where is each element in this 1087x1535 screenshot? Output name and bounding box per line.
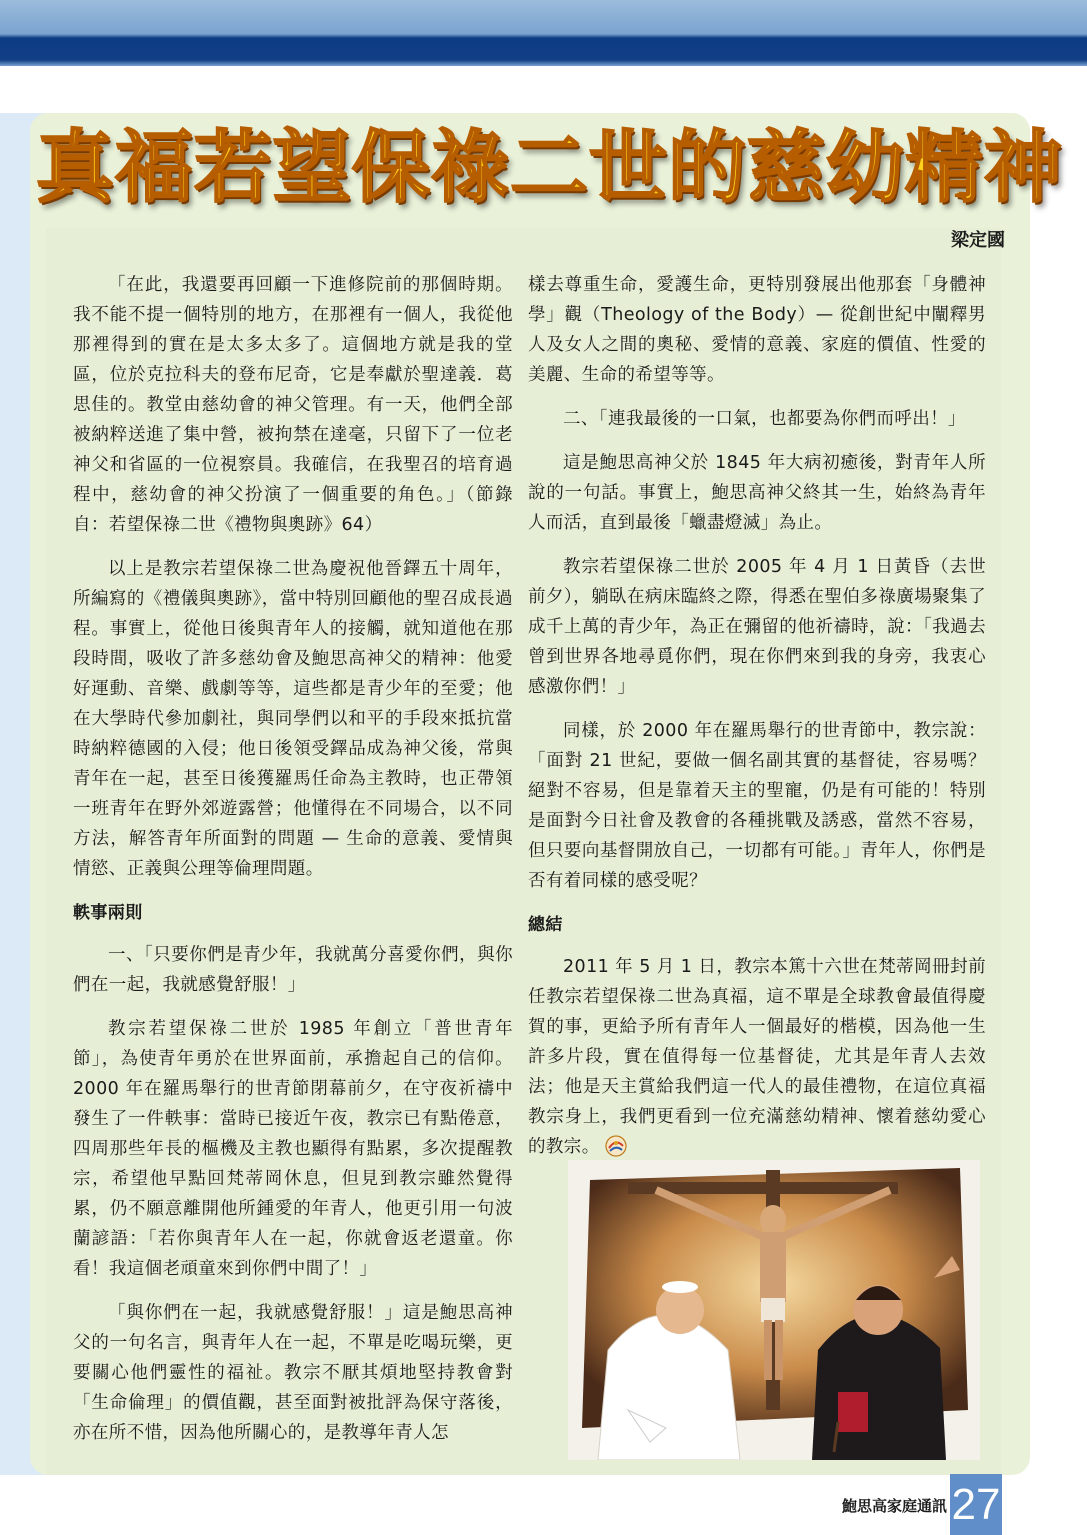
article-title: 真福若望保祿二世的慈幼精神 xyxy=(36,122,1064,213)
paragraph: 教宗若望保祿二世於 2005 年 4 月 1 日黃昏（去世前夕），躺臥在病床臨終之際，得悉在聖伯多祿廣場聚集了成千上萬的青少年，為正在彌留的他祈禱時，說：「我過去曾到世界各地尋覓你們，現在你們來到我的身旁，我衷心感激你們！」 xyxy=(528,557,986,697)
paragraph: 樣去尊重生命，愛護生命，更特別發展出他那套「身體神學」觀（Theology of the Body）— 從創世紀中闡釋男人及女人之間的奧秘、愛情的意義、家庭的價值、性愛的美麗、生命的希望等等。 xyxy=(528,275,986,385)
paragraph: 「與你們在一起，我就感覺舒服！」這是鮑思高神父的一句名言，與青年人在一起，不單是吃喝玩樂，更要關心他們靈性的福祉。教宗不厭其煩地堅持教會對「生命倫理」的價值觀，甚至面對被批評為保守落後，亦在所不惜，因為他所關心的，是教導年青人怎 xyxy=(73,1303,513,1443)
left-column xyxy=(73,270,513,1462)
salesian-logo-icon xyxy=(604,1134,628,1158)
publication-name: 鮑思高家庭通訊 xyxy=(841,1497,947,1515)
right-column xyxy=(528,270,986,1176)
pope-and-don-bosco-photo xyxy=(568,1160,980,1460)
article-author: 梁定國 xyxy=(951,230,1005,251)
paragraph: 「在此，我還要再回顧一下進修院前的那個時期。我不能不提一個特別的地方，在那裡有一個人，我從他那裡得到的實在是太多太多了。這個地方就是我的堂區，位於克拉科夫的登布尼奇，它是奉獻於聖達義．葛思佳的。教堂由慈幼會的神父管理。有一天，他們全部被納粹送進了集中營，被拘禁在達毫，只留下了一位老神父和省區的一位視察員。我確信，在我聖召的培育過程中，慈幼會的神父扮演了一個重要的角色。」（節錄自：若望保祿二世《禮物與奧跡》64） xyxy=(73,275,513,535)
paragraph: 一、「只要你們是青少年，我就萬分喜愛你們，與你們在一起，我就感覺舒服！」 xyxy=(73,945,513,995)
paragraph: 二、「連我最後的一口氣，也都要為你們而呼出！」 xyxy=(563,409,966,429)
section-heading: 總結 xyxy=(528,915,563,935)
paragraph: 以上是教宗若望保祿二世為慶祝他晉鐸五十周年，所編寫的《禮儀與奧跡》，當中特別回顧他的聖召成長過程。事實上，從他日後與青年人的接觸，就知道他在那段時間，吸收了許多慈幼會及鮑思高神父的精神：他愛好運動、音樂、戲劇等等，這些都是青少年的至愛；他在大學時代參加劇社，與同學們以和平的手段來抵抗當時納粹德國的入侵；他日後領受鐸品成為神父後，常與青年在一起，甚至日後獲羅馬任命為主教時，也正帶領一班青年在野外郊遊露營；他懂得在不同場合，以不同方法，解答青年所面對的問題 — 生命的意義、愛情與情慾、正義與公理等倫理問題。 xyxy=(73,559,513,879)
paragraph-text: 2011 年 5 月 1 日，教宗本篤十六世在梵蒂岡冊封前任教宗若望保祿二世為真福，這不單是全球教會最值得慶賀的事，更給予所有青年人一個最好的楷模，因為他一生許多片段，實在值得每一位基督徒，尤其是年青人去效法；他是天主賞給我們這一代人的最佳禮物，在這位真福教宗身上，我們更看到一位充滿慈幼精神、懷着慈幼愛心的教宗。 xyxy=(528,957,986,1157)
paragraph: 這是鮑思高神父於 1845 年大病初癒後，對青年人所說的一句話。事實上，鮑思高神父終其一生，始終為青年人而活，直到最後「蠟盡燈滅」為止。 xyxy=(528,453,986,533)
header-band xyxy=(0,0,1087,66)
paragraph: 同樣，於 2000 年在羅馬舉行的世青節中，教宗說：「面對 21 世紀，要做一個名副其實的基督徒，容易嗎？絕對不容易，但是靠着天主的聖寵，仍是有可能的！特別是面對今日社會及教會的各種挑戰及誘惑，當然不容易，但只要向基督開放自己，一切都有可能。」青年人，你們是否有着同樣的感受呢？ xyxy=(528,721,986,891)
section-heading: 軼事兩則 xyxy=(73,903,143,923)
photo-illustration xyxy=(568,1160,980,1460)
page-number: 27 xyxy=(950,1474,1002,1535)
paragraph: 教宗若望保祿二世於 1985 年創立「普世青年節」，為使青年勇於在世界面前，承擔起自己的信仰。2000 年在羅馬舉行的世青節閉幕前夕，在守夜祈禱中發生了一件軼事：當時已接近午夜，教宗已有點倦意，四周那些年長的樞機及主教也顯得有點累，多次提醒教宗，希望他早點回梵蒂岡休息，但見到教宗雖然覺得累，仍不願意離開他所鍾愛的年青人，他更引用一句波蘭諺語：「若你與青年人在一起，你就會返老還童。你看！我這個老頑童來到你們中間了！」 xyxy=(73,1019,513,1279)
paragraph xyxy=(528,952,986,1162)
